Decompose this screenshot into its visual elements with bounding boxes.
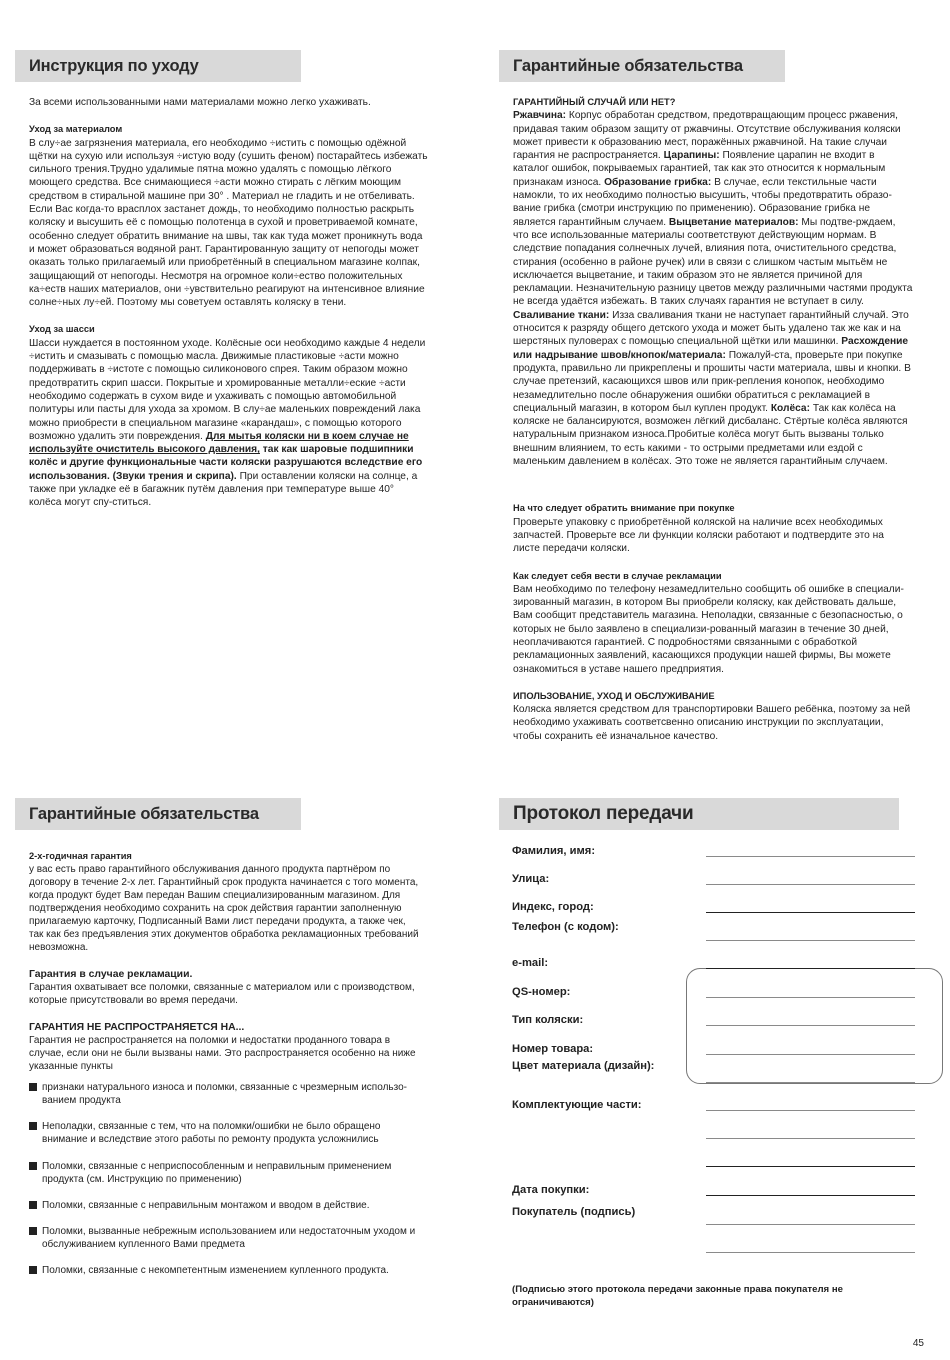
bullet-square-icon bbox=[29, 1266, 37, 1274]
warranty-case-heading: ГАРАНТИЙНЫЙ СЛУЧАЙ ИЛИ НЕТ? bbox=[513, 97, 676, 107]
seam-text: Пожалуй-ста, проверьте при покупке продукта, правильно ли прикреплены и прошиты части материала, швы и кнопки. В случае претензий, касающихся швов или прик-репления конопок, необходимо незамедлительно после обнаружения ошибки обратиться с рекламацией в специальный магазин, в котором был куплен продукт. bbox=[513, 349, 911, 414]
protocol-header: Протокол передачи bbox=[499, 798, 899, 830]
list-item bbox=[29, 1120, 419, 1146]
components-field-2[interactable] bbox=[706, 1138, 915, 1139]
product-info-box bbox=[686, 968, 943, 1084]
phone-field[interactable] bbox=[706, 940, 915, 941]
rust-label: Ржавчина: bbox=[513, 110, 567, 122]
warranty-left-body bbox=[29, 850, 419, 1291]
chassis-care-heading: Уход за шасси bbox=[29, 324, 95, 335]
name-field[interactable] bbox=[706, 856, 915, 857]
material-care-heading: Уход за материалом bbox=[29, 124, 123, 135]
wheel-text: Так как колёса на коляске не балансируются, возможен лёгкий дисбаланс. Стёртые колёса являются натуральным признаком износа.Пробитые колёса могут быть вызваны только внешним влиянием, то есть какими - то острыми предметами или ездой с маленьким давлением в колёсах. Это тоже не является гарантийным случаем. bbox=[513, 402, 908, 468]
stroller-type-label: Тип коляски: bbox=[512, 1014, 584, 1026]
protocol-footnote: (Подписью этого протокола передачи законные права покупателя не ограничиваются) bbox=[512, 1284, 843, 1308]
chassis-care-body: Шасси нуждается в постоянном уходе. Колёсные оси необходимо каждые 4 недели ÷истить и смазывать с помощью масла. Движимые пластиковые ÷асти можно поддерживать в ÷истоте с помощью силиконового спрея. Таким образом можно предотвратить скрип шасси. Покрытые и хромированные металли÷еские ÷асти необходимо содержать в сухом виде и ухаживать с помощью автомобильной политуры или пасты для ухода за хромом. В слу÷ае маленьких повреждений лака можно приобрести в специальном магазине «карандаш», с помощью которого возможно удалить эти повреждения. bbox=[29, 337, 426, 442]
warranty-not-heading: ГАРАНТИЯ НЕ РАСПРОСТРАНЯЕТСЯ НА... bbox=[29, 1022, 245, 1033]
buyer-signature-label: Покупатель (подпись) bbox=[512, 1206, 636, 1218]
street-label: Улица: bbox=[512, 873, 550, 885]
email-label: e-mail: bbox=[512, 957, 549, 969]
mold-label: Образование грибка: bbox=[604, 176, 712, 188]
chassis-care-warning-bold: так как шаровые подшипники колёс и другие функциональные части коляски разрушаются вследствие его использования. (Звуки трения и скрипа). bbox=[29, 444, 423, 482]
claim-heading: Как следует себя вести в случае рекламации bbox=[513, 570, 722, 581]
components-label: Комплектующие части: bbox=[512, 1099, 642, 1111]
seam-label: Расхождение или надрывание швов/кнопок/материала: bbox=[513, 336, 909, 361]
wheel-label: Колёса: bbox=[770, 402, 810, 414]
list-item bbox=[29, 1199, 419, 1212]
list-item-text: Поломки, связанные с неприспособленным и неправильным применением продукта (см. Инструкцию по применению) bbox=[42, 1160, 392, 1185]
components-field-3[interactable] bbox=[706, 1166, 915, 1167]
purchase-date-label: Дата покупки: bbox=[512, 1184, 590, 1196]
bullet-square-icon bbox=[29, 1227, 37, 1235]
buyer-signature-field-2[interactable] bbox=[706, 1252, 915, 1253]
warranty-right-header: Гарантийные обязательства bbox=[499, 50, 785, 82]
material-color-field[interactable] bbox=[706, 1082, 915, 1083]
pilling-label: Свaливание ткани: bbox=[513, 309, 610, 321]
item-number-field[interactable] bbox=[706, 1054, 915, 1055]
list-item-text: Неполадки, связанные с тем, что на поломки/ошибки не было обращено внимание и вследствие этого работы по ремонту продукта усложнились bbox=[42, 1121, 381, 1146]
purchase-date-field[interactable] bbox=[706, 1195, 915, 1196]
pilling-text: Изза свaливания ткани не наступает гарантийный случай. Это относится к разряду общего детского ухода и может быть удалено так же как и на шерстяных пуловерах с помощью специальной щётки или машинки. bbox=[513, 309, 909, 348]
list-item bbox=[29, 1225, 419, 1251]
fade-text: Мы подтве-рждаем, что все использованные материалы соответствуют действующим нормам. В следствие попадания солнечных лучей, влияния пота, очистительного средства, стирания (особенно в районе ручек) или в связи с слишком частым мытьём не исключается выцветание, и таким образом это не является причиной для рекламации. Незначительную разницу цветов между различными частями продукта не всегда удаётся избежать. В таких случаях гарантия не вступает в силу. bbox=[513, 216, 913, 308]
bullet-square-icon bbox=[29, 1122, 37, 1130]
bullet-square-icon bbox=[29, 1162, 37, 1170]
email-field[interactable] bbox=[706, 968, 915, 969]
components-field-1[interactable] bbox=[706, 1110, 915, 1111]
qs-number-label: QS-номер: bbox=[512, 986, 571, 998]
warranty-case-text bbox=[513, 109, 913, 468]
buyer-signature-field[interactable] bbox=[706, 1224, 915, 1225]
warranty-right-body bbox=[513, 96, 913, 743]
use-heading: ИПОЛЬЗОВАНИЕ, УХОД И ОБСЛУЖИВАНИЕ bbox=[513, 690, 715, 701]
phone-label: Телефон (с кодом): bbox=[512, 921, 619, 933]
street-field[interactable] bbox=[706, 884, 915, 885]
use-text: Коляска является средством для транспортировки Вашего ребёнка, поэтому за ней необходимо ухаживать соответсвенно описанию инструкции по эксплуатации, чтобы сохранить её изначальное качество. bbox=[513, 704, 911, 742]
chassis-care-end: При оставлении коляски на солнце, а также при укладке её в багажник путём давления при температуре выше 40° колёса могут спу-ститься. bbox=[29, 470, 418, 509]
two-year-heading: 2-х-годичная гарантия bbox=[29, 851, 132, 861]
mold-text: В случае, если текстильные части намокли, то их необходимо полностью высушить, чтобы предотвратить образо-вание грибка (смотри инструкцию по применению). Образование грибка не является гарантийным случаем. bbox=[513, 176, 892, 228]
stroller-type-field[interactable] bbox=[706, 1025, 915, 1026]
item-number-label: Номер товара: bbox=[512, 1043, 594, 1055]
fade-label: Выцветание материалов: bbox=[668, 216, 799, 228]
care-intro: За всеми использованными нами материалами можно легко ухаживать. bbox=[29, 97, 371, 108]
page-number: 45 bbox=[912, 1338, 924, 1349]
list-item-text: Поломки, связанные с неправильным монтажом и вводом в действие. bbox=[42, 1199, 370, 1211]
bullet-square-icon bbox=[29, 1083, 37, 1091]
claim-text: Вам необходимо по телефону незамедлительно сообщить об ошибке в специали-зированный магазин, в котором Вы приобрели коляску, как действовать дальше, Вам сообщит представитель магазина. Неполадки, связанные с безопасностью, о которых не было заявлено в специализи-рованный магазин в течение 30 дней, неоплачиваются гарантией. С подробностями связанными с обработкой рекламационных заявлений, касающихся продукции нашей фирмы, Вы можете ознакомиться в уставе нашего предприятия. bbox=[513, 583, 904, 675]
chassis-care-text bbox=[29, 337, 429, 510]
zip-city-field[interactable] bbox=[706, 912, 915, 913]
rust-text: Корпус обработан средством, предотвращающим процесс ржавения, придавая таким образом защиту от ржавчины. Отсутствие обслуживания коляски может привести к образованию мест, поражённых ржавчиной. На такие случаи гарантия не распространяется. bbox=[513, 110, 901, 162]
warranty-claim-heading: Гарантия в случае рекламации. bbox=[29, 969, 193, 980]
care-section-header: Инструкция по уходу bbox=[15, 50, 301, 82]
list-item-text: признаки натурального износа и поломки, связанные с чрезмерным использо-ванием продукта bbox=[42, 1082, 407, 1106]
qs-number-field[interactable] bbox=[706, 997, 915, 998]
two-year-text: у вас есть право гарантийного обслуживания данного продукта партнёром по договору в течение 2-х лет. Гарантийный срок продукта начинается с того момента, когда продукт будет Вам передан Вашим специализированным магазином. Для подтверждения необходимо сохранить на срок действия гарантии заполненную прилагаемую карточку, Подписанный Вами лист передачи продукта, а также чек, так как без предъявления этих документов обработка рекламационных требований невозможна. bbox=[29, 864, 419, 953]
list-item bbox=[29, 1160, 419, 1186]
bullet-square-icon bbox=[29, 1201, 37, 1209]
scratch-text: Появление царапин не входит в каталог ошибок, покрываемых гарантией, так как это относится к нормальным признакам износа. bbox=[513, 150, 886, 188]
material-color-label: Цвет материала (дизайн): bbox=[512, 1060, 655, 1072]
material-care-text: В слу÷ае загрязнения материала, его необходимо ÷истить с помощью одёжной щётки на сухую или используя ÷истую воду (сушить феном) постарайтесь избежать сильного трения.Трудно удалимые пятна можно удалять с помощью лёгкого моющего средства. Все снимающиеся ÷асти можно стирать с лёгким моющим средством в стиральной машине при 30° . Материал не гладить и не отбеливать. Если Вас когда-то врасплох застанет дождь, то необходимо полностью раскрыть коляску и высушить её с помощью полотенца в сухой и проветриваемой комнате, особенно следует обратить внимание на швы, так как туда может проникнуть вода и может образоваться водяной рант. Гарантированную защиту от непогоды может оказать только прилагаемый или приобретённый в специальном магазине колпак, защищающий от непогоды. Несмотря на огромное коли÷ество положительных ка÷еств наших материалов, они ÷увствительно реагируют на интенсивное влияние солне÷ных лу÷ей. Поэтому мы советуем оставлять коляску в тени. bbox=[29, 137, 428, 309]
warranty-claim-text: Гарантия охватывает все поломки, связанные с материалом или с производством, которые присутствовали во время передачи. bbox=[29, 982, 415, 1006]
care-section-body bbox=[29, 96, 429, 510]
list-item-text: Поломки, вызванные небрежным использованием или недостаточным уходом и обслуживанием купленного Вами предмета bbox=[42, 1226, 416, 1251]
purchase-text: Проверьте упаковку с приобретённой коляской на наличие всех необходимых запчастей. Проверьте все ли функции коляски работают и подтвердите это на листе передачи коляски. bbox=[513, 516, 884, 555]
name-label: Фамилия, имя: bbox=[512, 845, 596, 857]
list-item-text: Поломки, связанные с некомпетентным изменением купленного продукта. bbox=[42, 1265, 389, 1277]
list-item bbox=[29, 1081, 419, 1107]
warranty-not-text: Гарантия не распространяется на поломки и недостатки проданного товара в случае, если они не были вызваны нами. Это распространяется особенно на ниже указанные пункты bbox=[29, 1035, 416, 1072]
warranty-left-header: Гарантийные обязательства bbox=[15, 798, 301, 830]
zip-city-label: Индекс, город: bbox=[512, 901, 594, 913]
chassis-care-warning-underlined: Для мытья коляски ни в коем случае не используйте очиститель высокого давления, bbox=[29, 430, 409, 456]
exclusions-list bbox=[29, 1081, 419, 1277]
list-item bbox=[29, 1264, 419, 1277]
scratch-label: Царапины: bbox=[663, 150, 720, 162]
purchase-heading: На что следует обратить внимание при покупке bbox=[513, 503, 735, 514]
